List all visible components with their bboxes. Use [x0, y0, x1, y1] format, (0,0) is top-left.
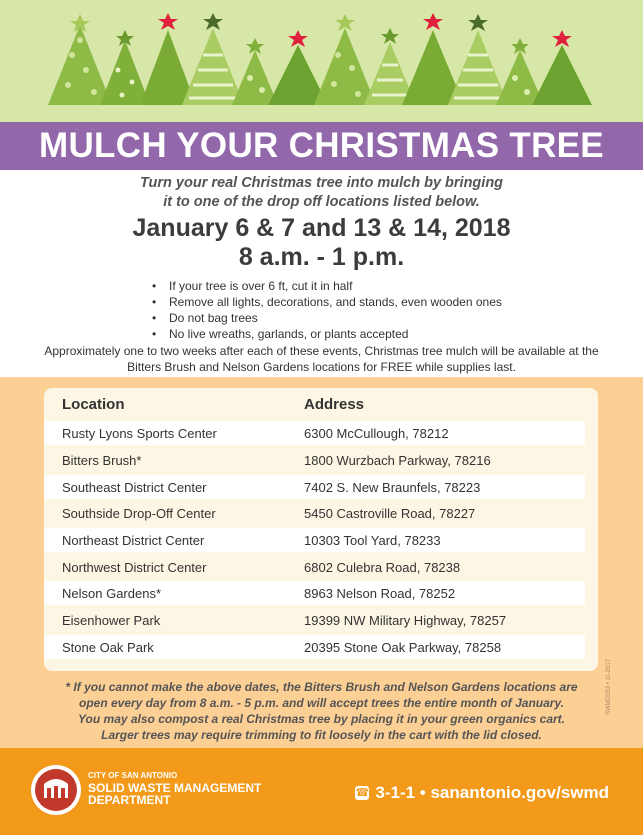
- table-row: [44, 475, 585, 499]
- tree-icon: [448, 14, 508, 105]
- tree-icon: [314, 14, 376, 105]
- rule-item: • Remove all lights, decorations, and stands, even wooden ones: [152, 294, 572, 310]
- trees-graphic: [0, 0, 643, 122]
- location-header: Location: [62, 396, 125, 413]
- note-line: Bitters Brush and Nelson Gardens locations for FREE while supplies last.: [127, 360, 516, 374]
- department-name: [88, 770, 261, 806]
- tree-icon: [48, 14, 112, 105]
- location-cell: Southeast District Center: [62, 480, 207, 495]
- address-cell: 19399 NW Military Highway, 78257: [304, 613, 507, 628]
- contact-text: 3-1-1 • sanantonio.gov/swmd: [375, 783, 609, 802]
- intro-line: Turn your real Christmas tree into mulch by bringing: [139, 175, 504, 191]
- location-cell: Northeast District Center: [62, 533, 205, 548]
- footer: [0, 748, 643, 835]
- location-cell: Stone Oak Park: [62, 640, 154, 655]
- city-name: CITY OF SAN ANTONIO: [88, 771, 178, 780]
- intro-text: [0, 174, 643, 212]
- christmas-tree-illustration: [0, 0, 643, 122]
- table-header: [44, 388, 598, 420]
- footnote-line: open every day from 8 a.m. - 5 p.m. and will accept trees the entire month of January.: [78, 696, 565, 710]
- table-row: [44, 501, 585, 525]
- table-row: [44, 421, 585, 445]
- table-row: [44, 528, 585, 552]
- footnote-line: * If you cannot make the above dates, the Bitters Brush and Nelson Gardens locations are: [65, 680, 578, 694]
- location-cell: Bitters Brush*: [62, 453, 142, 468]
- footnote-line: Larger trees may require trimming to fit loosely in the cart with the lid closed.: [101, 728, 542, 742]
- locations-table: [44, 388, 598, 671]
- city-seal-icon: [30, 764, 82, 816]
- address-header: Address: [304, 396, 365, 413]
- note-line: Approximately one to two weeks after each of these events, Christmas tree mulch will be available at the: [44, 344, 599, 358]
- address-cell: 8963 Nelson Road, 78252: [304, 586, 456, 601]
- hours-line: 8 a.m. - 1 p.m.: [238, 243, 405, 271]
- table-row: [44, 555, 585, 579]
- phone-icon: ☎: [355, 787, 370, 799]
- address-cell: 6300 McCullough, 78212: [304, 426, 449, 441]
- location-cell: Northwest District Center: [62, 560, 207, 575]
- rule-item: • Do not bag trees: [152, 310, 572, 326]
- address-cell: 1800 Wurzbach Parkway, 78216: [304, 453, 491, 468]
- table-row: [44, 581, 585, 605]
- intro-line: it to one of the drop off locations listed below.: [163, 194, 480, 210]
- rule-item: • If your tree is over 6 ft, cut it in half: [152, 278, 572, 294]
- tree-icon: [496, 38, 544, 105]
- address-cell: 20395 Stone Oak Parkway, 78258: [304, 640, 502, 655]
- table-row: [44, 448, 585, 472]
- document-code: SWMD053 • 11-2017: [606, 658, 612, 715]
- address-cell: 7402 S. New Braunfels, 78223: [304, 480, 481, 495]
- dates-line: January 6 & 7 and 13 & 14, 2018: [132, 214, 511, 242]
- location-cell: Eisenhower Park: [62, 613, 161, 628]
- title-banner: [0, 122, 643, 170]
- address-cell: 10303 Tool Yard, 78233: [304, 533, 441, 548]
- event-dates: [0, 214, 643, 272]
- tree-icon: [182, 13, 244, 105]
- location-cell: Nelson Gardens*: [62, 586, 161, 601]
- tree-icon: [532, 30, 592, 105]
- department-line: DEPARTMENT: [88, 793, 171, 807]
- rule-item: • No live wreaths, garlands, or plants accepted: [152, 326, 572, 342]
- tree-icon: [232, 38, 278, 105]
- location-cell: Southside Drop-Off Center: [62, 506, 216, 521]
- table-row: [44, 608, 585, 632]
- location-cell: Rusty Lyons Sports Center: [62, 426, 217, 441]
- address-cell: 6802 Culebra Road, 78238: [304, 560, 461, 575]
- mulch-availability-note: [0, 343, 643, 375]
- tree-icon: [100, 30, 150, 105]
- footnote: [0, 679, 643, 743]
- contact-info: [355, 783, 609, 803]
- address-cell: 5450 Castroville Road, 78227: [304, 506, 476, 521]
- rules-list: [152, 278, 572, 342]
- footnote-line: You may also compost a real Christmas tree by placing it in your green organics cart.: [77, 712, 566, 726]
- page-title: MULCH YOUR CHRISTMAS TREE: [39, 126, 604, 165]
- department-line: SOLID WASTE MANAGEMENT: [88, 781, 262, 795]
- table-row: [44, 635, 585, 659]
